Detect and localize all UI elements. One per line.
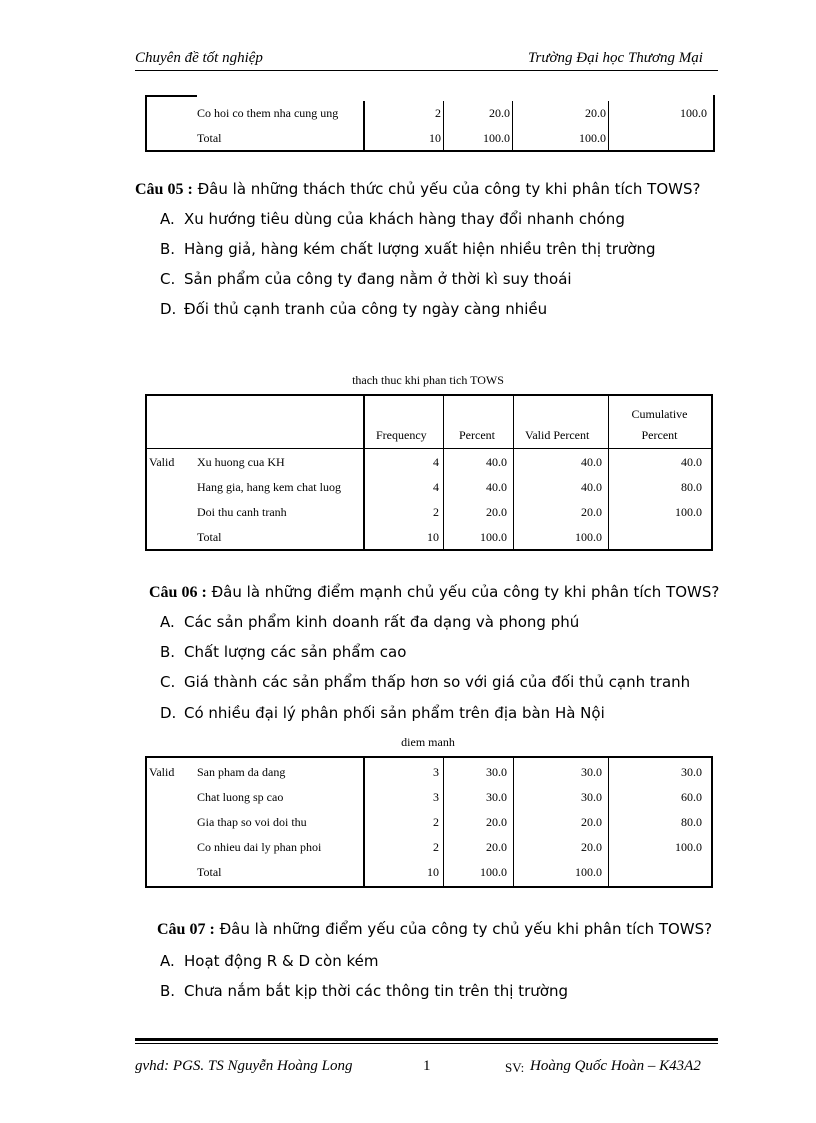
cell-valid xyxy=(147,785,195,810)
option-text: Chất lượng các sản phẩm cao xyxy=(184,643,407,661)
cell-frequency: 4 xyxy=(433,480,439,494)
cell-label: Total xyxy=(197,865,222,879)
cell-cumulative: 80.0 xyxy=(681,815,702,829)
option-text: Chưa nắm bắt kịp thời các thông tin trên thị trường xyxy=(184,982,568,1000)
q07-option-b xyxy=(160,982,568,1000)
question-05 xyxy=(135,180,700,199)
footer-student: Hoàng Quốc Hoàn – K43A2 xyxy=(530,1058,701,1074)
cell-valid xyxy=(147,126,195,151)
cell-label: Gia thap so voi doi thu xyxy=(197,815,307,829)
option-text: Giá thành các sản phẩm thấp hơn so với giá của đối thủ cạnh tranh xyxy=(184,673,691,691)
cell-valid-percent: 40.0 xyxy=(581,480,602,494)
option-letter: C. xyxy=(160,270,176,288)
table-row xyxy=(147,475,704,500)
option-text: Các sản phẩm kinh doanh rất đa dạng và phong phú xyxy=(184,613,580,631)
table-row xyxy=(147,101,709,126)
option-letter: C. xyxy=(160,673,176,691)
cell-valid-percent: 40.0 xyxy=(581,455,602,469)
cell-valid-percent: 30.0 xyxy=(581,765,602,779)
header-rule xyxy=(135,70,718,71)
option-text: Có nhiều đại lý phân phối sản phẩm trên địa bàn Hà Nội xyxy=(184,704,605,722)
cell-valid-percent: 100.0 xyxy=(513,126,609,151)
question-05-text: Đâu là những thách thức chủ yếu của công ty khi phân tích TOWS? xyxy=(197,180,701,198)
table-tows-title: thach thuc khi phan tich TOWS xyxy=(352,373,504,387)
cell-valid xyxy=(147,835,195,860)
cell-percent: 30.0 xyxy=(486,765,507,779)
cell-cumulative: 100.0 xyxy=(675,840,702,854)
header-valid-percent: Valid Percent xyxy=(525,428,590,442)
cell-valid xyxy=(147,860,195,885)
cell-label: Hang gia, hang kem chat luog xyxy=(197,480,341,494)
cell-percent: 20.0 xyxy=(444,101,513,126)
option-letter: B. xyxy=(160,982,176,1000)
table-row xyxy=(147,785,704,810)
cell-valid-percent: 20.0 xyxy=(581,505,602,519)
question-07-label: Câu 07 : xyxy=(157,921,215,938)
cell-percent: 20.0 xyxy=(486,840,507,854)
cell-frequency: 2 xyxy=(433,840,439,854)
question-07 xyxy=(157,920,712,939)
table-row xyxy=(147,126,709,151)
q06-option-a xyxy=(160,613,579,631)
cell-frequency: 4 xyxy=(433,455,439,469)
q06-option-b xyxy=(160,643,406,661)
cell-cumulative: 60.0 xyxy=(681,790,702,804)
cell-frequency: 2 xyxy=(433,815,439,829)
table-row xyxy=(147,500,704,525)
cell-label: Co nhieu dai ly phan phoi xyxy=(197,840,322,854)
cell-valid-percent: 20.0 xyxy=(581,815,602,829)
cell-valid xyxy=(147,101,195,126)
option-text: Xu hướng tiêu dùng của khách hàng thay đổi nhanh chóng xyxy=(184,210,625,228)
cell-cumulative: 100.0 xyxy=(675,505,702,519)
cell-percent: 100.0 xyxy=(444,126,513,151)
header-right: Trường Đại học Thương Mại xyxy=(528,50,703,66)
option-text: Đối thủ cạnh tranh của công ty ngày càng nhiều xyxy=(184,300,548,318)
option-letter: D. xyxy=(160,300,177,318)
cell-percent: 20.0 xyxy=(486,815,507,829)
cell-valid-percent: 30.0 xyxy=(581,790,602,804)
cell-cumulative: 40.0 xyxy=(681,455,702,469)
cell-cumulative xyxy=(604,525,704,550)
cell-valid: Valid xyxy=(149,455,175,469)
cell-cumulative: 100.0 xyxy=(680,106,707,120)
option-letter: A. xyxy=(160,952,175,970)
footer-rule-thin xyxy=(135,1043,718,1044)
cell-valid: Valid xyxy=(149,765,175,779)
cell-label: Xu huong cua KH xyxy=(197,455,285,469)
option-text: Hàng giả, hàng kém chất lượng xuất hiện nhiều trên thị trường xyxy=(184,240,656,258)
cell-label: Co hoi co them nha cung ung xyxy=(195,101,364,126)
cell-valid-percent: 100.0 xyxy=(575,530,602,544)
question-06 xyxy=(149,583,719,602)
table-tows-header-rule xyxy=(147,448,711,449)
option-text: Sản phẩm của công ty đang nằm ở thời kì suy thoái xyxy=(184,270,572,288)
table-row xyxy=(147,760,704,785)
question-05-label: Câu 05 : xyxy=(135,181,193,198)
question-06-text: Đâu là những điểm mạnh chủ yếu của công ty khi phân tích TOWS? xyxy=(211,583,720,601)
option-letter: D. xyxy=(160,704,177,722)
cell-label: San pham da dang xyxy=(197,765,286,779)
cell-frequency: 10 xyxy=(364,126,444,151)
q05-option-a xyxy=(160,210,625,228)
q05-option-c xyxy=(160,270,572,288)
cell-percent: 30.0 xyxy=(486,790,507,804)
table-row xyxy=(147,450,704,475)
cell-valid xyxy=(147,500,195,525)
option-letter: A. xyxy=(160,210,175,228)
cell-cumulative xyxy=(609,126,710,151)
cell-valid-percent: 100.0 xyxy=(575,865,602,879)
option-text: Hoạt động R & D còn kém xyxy=(184,952,379,970)
table-row xyxy=(147,525,704,550)
cell-cumulative: 30.0 xyxy=(681,765,702,779)
header-left: Chuyên đề tốt nghiệp xyxy=(135,50,263,66)
table-row xyxy=(147,835,704,860)
q07-option-a xyxy=(160,952,378,970)
cell-valid xyxy=(147,810,195,835)
cell-percent: 100.0 xyxy=(480,865,507,879)
option-letter: B. xyxy=(160,643,176,661)
footer-sv-label: SV: xyxy=(505,1060,525,1075)
cell-percent: 100.0 xyxy=(480,530,507,544)
cell-frequency: 2 xyxy=(433,505,439,519)
page-number: 1 xyxy=(423,1058,431,1074)
header-frequency: Frequency xyxy=(376,428,427,442)
cell-valid xyxy=(147,525,195,550)
table-row xyxy=(147,810,704,835)
cell-cumulative xyxy=(604,860,704,885)
table-top-grid xyxy=(147,101,709,151)
table-row xyxy=(147,860,704,885)
cell-label: Total xyxy=(195,126,364,151)
cell-valid-percent: 20.0 xyxy=(581,840,602,854)
table-strength-grid xyxy=(147,760,704,885)
cell-valid-percent: 20.0 xyxy=(513,101,609,126)
cell-frequency: 10 xyxy=(427,530,439,544)
cell-frequency: 3 xyxy=(433,790,439,804)
table-tows-grid xyxy=(147,450,704,550)
header-cumulative: Cumulative xyxy=(631,407,688,421)
header-percent: Percent xyxy=(459,428,495,442)
q05-option-b xyxy=(160,240,656,258)
question-06-label: Câu 06 : xyxy=(149,584,207,601)
q06-option-d xyxy=(160,704,605,722)
cell-frequency: 10 xyxy=(427,865,439,879)
cell-frequency: 2 xyxy=(364,101,444,126)
q06-option-c xyxy=(160,673,690,691)
header-cumulative-percent: Percent xyxy=(641,428,678,442)
footer-rule-thick xyxy=(135,1038,718,1041)
question-07-text: Đâu là những điểm yếu của công ty chủ yếu khi phân tích TOWS? xyxy=(219,920,713,938)
cell-percent: 40.0 xyxy=(486,455,507,469)
option-letter: A. xyxy=(160,613,175,631)
cell-label: Doi thu canh tranh xyxy=(197,505,287,519)
option-letter: B. xyxy=(160,240,176,258)
cell-percent: 40.0 xyxy=(486,480,507,494)
footer-advisor: gvhd: PGS. TS Nguyễn Hoàng Long xyxy=(135,1058,353,1074)
cell-valid xyxy=(147,475,195,500)
cell-label: Chat luong sp cao xyxy=(197,790,284,804)
cell-frequency: 3 xyxy=(433,765,439,779)
cell-label: Total xyxy=(197,530,222,544)
table-strength-title: diem manh xyxy=(401,735,455,749)
q05-option-d xyxy=(160,300,547,318)
cell-percent: 20.0 xyxy=(486,505,507,519)
cell-cumulative: 80.0 xyxy=(681,480,702,494)
